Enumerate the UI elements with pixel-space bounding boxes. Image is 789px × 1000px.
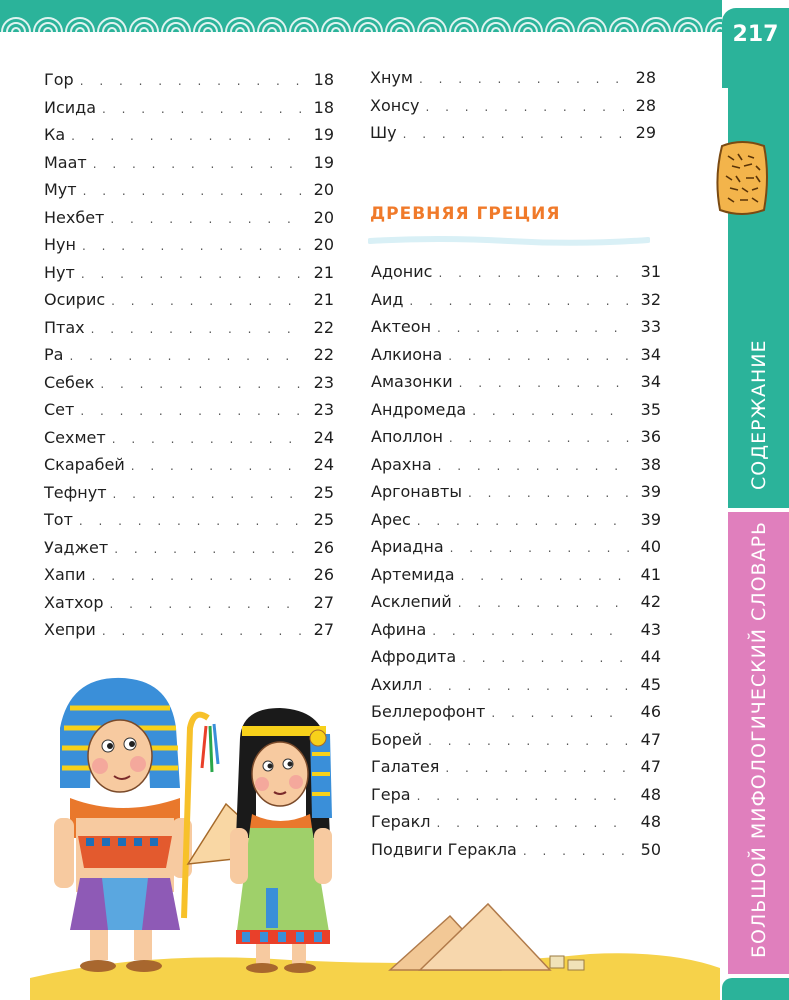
entry-page-number: 35 <box>640 399 661 419</box>
index-entry <box>44 259 334 287</box>
section-underline <box>368 236 650 246</box>
entry-name: Себек <box>44 372 95 392</box>
egypt-index-left <box>44 66 334 644</box>
entry-name: Сехмет <box>44 427 106 447</box>
entry-page-number: 48 <box>640 812 661 831</box>
top-decorative-band <box>0 0 722 32</box>
dot-leader <box>468 480 629 508</box>
dot-leader <box>461 563 629 591</box>
index-entry <box>44 231 334 259</box>
index-entry <box>371 341 661 369</box>
index-entry <box>44 94 334 122</box>
index-entry <box>44 589 334 617</box>
entry-name: Уаджет <box>44 537 109 557</box>
index-entry <box>370 64 656 92</box>
index-entry <box>371 616 661 644</box>
dot-leader <box>458 590 629 618</box>
entry-page-number: 18 <box>313 70 334 89</box>
entry-page-number: 26 <box>313 537 334 557</box>
index-entry <box>371 258 661 286</box>
entry-name: Геракл <box>371 812 431 831</box>
entry-page-number: 50 <box>640 839 661 859</box>
entry-page-number: 27 <box>313 592 334 612</box>
entry-page-number: 36 <box>640 427 661 446</box>
entry-page-number: 23 <box>313 400 334 419</box>
index-entry <box>44 479 334 507</box>
entry-name: Актеон <box>371 317 432 336</box>
index-entry <box>371 643 661 671</box>
dot-leader <box>131 453 302 481</box>
entry-name: Адонис <box>371 262 433 281</box>
contents-tab-label: СОДЕРЖАНИЕ <box>748 339 770 490</box>
entry-page-number: 23 <box>313 372 334 392</box>
entry-page-number: 28 <box>635 95 656 115</box>
entry-page-number: 25 <box>313 482 334 502</box>
entry-name: Гор <box>44 70 74 89</box>
entry-name: Тефнут <box>44 482 107 502</box>
dot-leader <box>113 481 302 509</box>
entry-name: Нут <box>44 262 75 282</box>
entry-name: Подвиги Геракла <box>371 839 517 859</box>
dot-leader <box>110 591 303 619</box>
dictionary-tab-label: БОЛЬШОЙ МИФОЛОГИЧЕСКИЙ СЛОВАРЬ <box>748 520 770 958</box>
index-entry <box>44 176 334 204</box>
dot-leader <box>102 618 302 646</box>
entry-name: Асклепий <box>371 592 452 611</box>
entry-name: Арес <box>371 509 411 529</box>
pharaoh-boy-figure <box>54 678 218 972</box>
dot-leader <box>419 66 624 94</box>
dot-leader <box>110 206 302 234</box>
dot-leader <box>448 343 629 371</box>
dot-leader <box>472 398 629 426</box>
entry-page-number: 41 <box>640 564 661 584</box>
entry-name: Скарабей <box>44 455 125 474</box>
dot-leader <box>79 508 302 536</box>
entry-name: Андромеда <box>371 399 467 419</box>
index-entry <box>44 534 334 562</box>
egyptian-children-illustration <box>30 668 720 1000</box>
entry-page-number: 21 <box>313 262 334 282</box>
entry-page-number: 43 <box>640 619 661 639</box>
entry-name: Нун <box>44 235 76 254</box>
index-entry <box>44 204 334 232</box>
entry-name: Хонсу <box>370 95 420 115</box>
entry-page-number: 47 <box>640 729 661 749</box>
entry-name: Ариадна <box>371 537 444 556</box>
entry-name: Исида <box>44 97 97 117</box>
index-entry <box>370 119 656 147</box>
entry-page-number: 25 <box>313 510 334 529</box>
dot-leader <box>450 535 629 563</box>
dot-leader <box>417 508 629 536</box>
entry-page-number: 20 <box>313 180 334 199</box>
index-entry <box>44 314 334 342</box>
entry-page-number: 20 <box>313 235 334 254</box>
index-entry <box>371 313 661 341</box>
dot-leader <box>83 178 302 206</box>
index-entry <box>371 588 661 616</box>
dot-leader <box>80 398 302 426</box>
index-entry <box>371 396 661 424</box>
index-entry <box>44 121 334 149</box>
index-entry <box>371 451 661 479</box>
entry-page-number: 47 <box>640 757 661 776</box>
dot-leader <box>81 261 302 289</box>
entry-name: Аргонавты <box>371 482 462 501</box>
dot-leader <box>438 453 629 481</box>
dot-leader <box>102 96 302 124</box>
index-entry <box>44 451 334 479</box>
clay-tablet-icon <box>712 140 772 216</box>
index-entry <box>371 478 661 506</box>
dot-leader <box>71 123 302 151</box>
entry-page-number: 24 <box>313 427 334 447</box>
entry-page-number: 39 <box>640 482 661 501</box>
entry-page-number: 19 <box>313 152 334 172</box>
dot-leader <box>437 315 629 343</box>
entry-name: Борей <box>371 729 423 749</box>
entry-page-number: 22 <box>313 345 334 364</box>
entry-page-number: 39 <box>640 509 661 529</box>
index-entry <box>44 506 334 534</box>
entry-name: Нехбет <box>44 207 105 227</box>
entry-page-number: 42 <box>640 592 661 611</box>
egyptian-girl-figure <box>230 708 332 973</box>
index-entry <box>371 423 661 451</box>
entry-name: Хатхор <box>44 592 104 612</box>
page-number-tab <box>722 8 789 88</box>
page-number: 217 <box>732 22 779 47</box>
dot-leader <box>459 370 629 398</box>
dot-leader <box>438 260 629 288</box>
dot-leader <box>69 343 302 371</box>
index-entry <box>44 424 334 452</box>
dot-leader <box>111 288 302 316</box>
entry-name: Арахна <box>371 454 432 474</box>
entry-page-number: 40 <box>640 537 661 556</box>
entry-name: Амазонки <box>371 372 453 391</box>
entry-page-number: 28 <box>635 68 656 87</box>
index-entry <box>371 533 661 561</box>
entry-page-number: 33 <box>640 317 661 336</box>
entry-name: Аид <box>371 289 404 309</box>
entry-name: Хнум <box>370 68 413 87</box>
entry-page-number: 32 <box>640 289 661 309</box>
entry-name: Хапи <box>44 565 86 584</box>
entry-page-number: 18 <box>313 97 334 117</box>
dot-leader <box>409 288 629 316</box>
entry-name: Афина <box>371 619 427 639</box>
egypt-index-right <box>370 64 656 147</box>
index-entry <box>44 149 334 177</box>
entry-name: Ахилл <box>371 674 423 694</box>
index-entry <box>370 92 656 120</box>
entry-name: Птах <box>44 317 85 337</box>
entry-name: Мут <box>44 180 77 199</box>
index-entry <box>44 561 334 589</box>
dictionary-tab[interactable] <box>728 512 789 974</box>
dot-leader <box>80 68 302 96</box>
dot-leader <box>82 233 302 261</box>
entry-name: Хепри <box>44 620 96 639</box>
entry-page-number: 22 <box>313 317 334 337</box>
dot-leader <box>112 426 302 454</box>
entry-page-number: 19 <box>313 125 334 144</box>
entry-name: Алкиона <box>371 344 443 364</box>
entry-page-number: 34 <box>640 344 661 364</box>
entry-page-number: 48 <box>640 784 661 804</box>
entry-name: Маат <box>44 152 87 172</box>
index-entry <box>44 286 334 314</box>
dot-leader <box>432 618 629 646</box>
entry-name: Афродита <box>371 647 457 666</box>
entry-page-number: 26 <box>313 565 334 584</box>
dot-leader <box>93 151 302 179</box>
entry-name: Гера <box>371 784 411 804</box>
index-entry <box>371 286 661 314</box>
dot-leader <box>403 121 624 149</box>
entry-page-number: 24 <box>313 455 334 474</box>
dot-leader <box>449 425 629 453</box>
entry-name: Галатея <box>371 757 440 776</box>
bottom-tab <box>722 978 789 1000</box>
entry-page-number: 44 <box>640 647 661 666</box>
dot-leader <box>114 536 302 564</box>
entry-page-number: 21 <box>313 290 334 309</box>
entry-name: Артемида <box>371 564 455 584</box>
entry-page-number: 34 <box>640 372 661 391</box>
entry-page-number: 38 <box>640 454 661 474</box>
entry-name: Беллерофонт <box>371 702 486 721</box>
dot-leader <box>425 94 624 122</box>
wave-pattern <box>0 0 722 32</box>
entry-name: Осирис <box>44 290 106 309</box>
entry-page-number: 45 <box>640 674 661 694</box>
index-entry <box>44 616 334 644</box>
index-entry <box>44 396 334 424</box>
index-entry <box>44 66 334 94</box>
index-entry <box>371 368 661 396</box>
index-entry <box>371 561 661 589</box>
entry-name: Шу <box>370 123 397 142</box>
entry-name: Сет <box>44 400 75 419</box>
entry-name: Аполлон <box>371 427 443 446</box>
index-entry <box>371 506 661 534</box>
entry-name: Тот <box>44 510 73 529</box>
entry-page-number: 27 <box>313 620 334 639</box>
entry-name: Ка <box>44 125 66 144</box>
dot-leader <box>91 316 302 344</box>
entry-page-number: 46 <box>640 702 661 721</box>
entry-name: Ра <box>44 345 64 364</box>
section-title-greece: ДРЕВНЯЯ ГРЕЦИЯ <box>370 204 561 224</box>
index-entry <box>44 369 334 397</box>
index-entry <box>44 341 334 369</box>
entry-page-number: 31 <box>640 262 661 281</box>
dot-leader <box>92 563 302 591</box>
dot-leader <box>100 371 302 399</box>
entry-page-number: 29 <box>635 123 656 142</box>
entry-page-number: 20 <box>313 207 334 227</box>
